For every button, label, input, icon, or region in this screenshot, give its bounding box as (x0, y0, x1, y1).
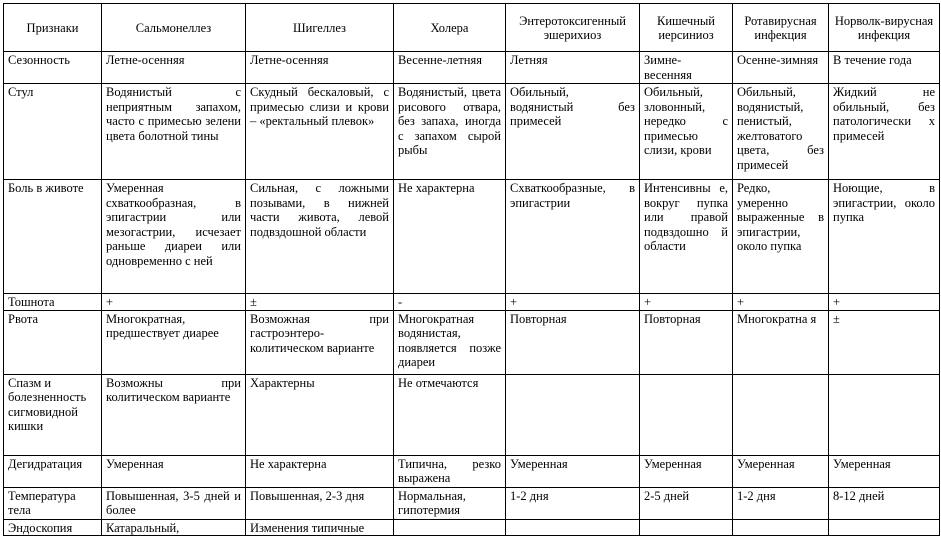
column-header-etec: Энтеротоксигенный эшерихиоз (506, 4, 640, 52)
table-cell: 8-12 дней (829, 487, 940, 519)
table-cell: + (640, 294, 733, 311)
row-sign-label: Рвота (4, 310, 102, 374)
table-cell: ± (829, 310, 940, 374)
table-cell: Многократна я (733, 310, 829, 374)
table-cell: + (829, 294, 940, 311)
table-cell: Умеренная (829, 455, 940, 487)
table-cell: ± (246, 294, 394, 311)
table-cell: Умеренная (506, 455, 640, 487)
table-cell: Повторная (506, 310, 640, 374)
table-cell: Не отмечаются (394, 374, 506, 455)
row-sign-label: Дегидратация (4, 455, 102, 487)
table-cell: Катаральный, (102, 519, 246, 536)
table-cell: Весенне-летняя (394, 52, 506, 84)
table-cell: Типична, резко выражена (394, 455, 506, 487)
table-row (4, 519, 940, 536)
table-cell: Летне-осенняя (246, 52, 394, 84)
table-cell: Обильный, зловонный, нередко с примесью слизи, крови (640, 84, 733, 180)
table-row (4, 487, 940, 519)
table-cell: Умеренная (733, 455, 829, 487)
table-cell: Многократная, предшествует диарее (102, 310, 246, 374)
column-header-cholera: Холера (394, 4, 506, 52)
column-header-sign: Признаки (4, 4, 102, 52)
table-row (4, 455, 940, 487)
table-cell (506, 374, 640, 455)
row-sign-label: Температура тела (4, 487, 102, 519)
row-sign-label: Спазм и болезненность сигмовидной кишки (4, 374, 102, 455)
table-cell (640, 519, 733, 536)
table-cell: Схваткообразные, в эпигастрии (506, 180, 640, 294)
table-cell: 2-5 дней (640, 487, 733, 519)
table-cell: + (102, 294, 246, 311)
table-row (4, 52, 940, 84)
table-cell: Умеренная (102, 455, 246, 487)
table-cell (829, 374, 940, 455)
table-cell: Редко, умеренно выраженные в эпигастрии, около пупка (733, 180, 829, 294)
column-header-rotavirus: Ротавирусная инфекция (733, 4, 829, 52)
table-cell: + (506, 294, 640, 311)
row-sign-label: Эндоскопия (4, 519, 102, 536)
table-cell: В течение года (829, 52, 940, 84)
table-cell: 1-2 дня (733, 487, 829, 519)
table-cell: Умеренная схваткообразная, в эпигастрии или мезогастрии, исчезает раньше диареи или одновременно с ней (102, 180, 246, 294)
table-cell: Зимне-весенняя (640, 52, 733, 84)
table-cell: Умеренная (640, 455, 733, 487)
table-row (4, 180, 940, 294)
table-cell (640, 374, 733, 455)
table-cell: Изменения типичные (246, 519, 394, 536)
column-header-shigellosis: Шигеллез (246, 4, 394, 52)
table-cell: Характерны (246, 374, 394, 455)
table-cell: Летняя (506, 52, 640, 84)
row-sign-label: Боль в животе (4, 180, 102, 294)
table-cell: Жидкий не обильный, без патологически х примесей (829, 84, 940, 180)
table-cell: Повышенная, 3-5 дней и более (102, 487, 246, 519)
table-cell: Летне-осенняя (102, 52, 246, 84)
table-cell: Не характерна (394, 180, 506, 294)
table-cell: Обильный, водянистый без примесей (506, 84, 640, 180)
table-header-row (4, 4, 940, 52)
table-cell: Скудный бескаловый, с примесью слизи и крови – «ректальный плевок» (246, 84, 394, 180)
table-body (4, 4, 940, 536)
table-cell (829, 519, 940, 536)
table-cell: Не характерна (246, 455, 394, 487)
table-cell: Осенне-зимняя (733, 52, 829, 84)
table-cell: Возможная при гастроэнтеро-колитическом варианте (246, 310, 394, 374)
row-sign-label: Сезонность (4, 52, 102, 84)
table-cell: Многократная водянистая, появляется позже диареи (394, 310, 506, 374)
table-cell: - (394, 294, 506, 311)
column-header-norwalk: Норволк-вирусная инфекция (829, 4, 940, 52)
table-cell: Интенсивны е, вокруг пупка или правой подвздошно й области (640, 180, 733, 294)
row-sign-label: Стул (4, 84, 102, 180)
table-cell: Возможны при колитическом варианте (102, 374, 246, 455)
table-cell: Повторная (640, 310, 733, 374)
table-cell (733, 374, 829, 455)
table-cell (733, 519, 829, 536)
table-cell: Обильный, водянистый, пенистый, желтоватого цвета, без примесей (733, 84, 829, 180)
table-cell: Нормальная, гипотермия (394, 487, 506, 519)
comparison-table (3, 3, 940, 536)
table-row (4, 374, 940, 455)
table-cell: 1-2 дня (506, 487, 640, 519)
column-header-yersiniosis: Кишечный иерсиниоз (640, 4, 733, 52)
table-row (4, 310, 940, 374)
table-cell: Сильная, с ложными позывами, в нижней части живота, левой подвздошной области (246, 180, 394, 294)
row-sign-label: Тошнота (4, 294, 102, 311)
table-cell (506, 519, 640, 536)
table-cell (394, 519, 506, 536)
table-cell: Повышенная, 2-3 дня (246, 487, 394, 519)
table-cell: Водянистый, цвета рисового отвара, без запаха, иногда с запахом сырой рыбы (394, 84, 506, 180)
table-row (4, 84, 940, 180)
table-cell: Ноющие, в эпигастрии, около пупка (829, 180, 940, 294)
table-row (4, 294, 940, 311)
table-cell: + (733, 294, 829, 311)
column-header-salmonellosis: Сальмонеллез (102, 4, 246, 52)
table-cell: Водянистый с неприятным запахом, часто с примесью зелени цвета болотной тины (102, 84, 246, 180)
